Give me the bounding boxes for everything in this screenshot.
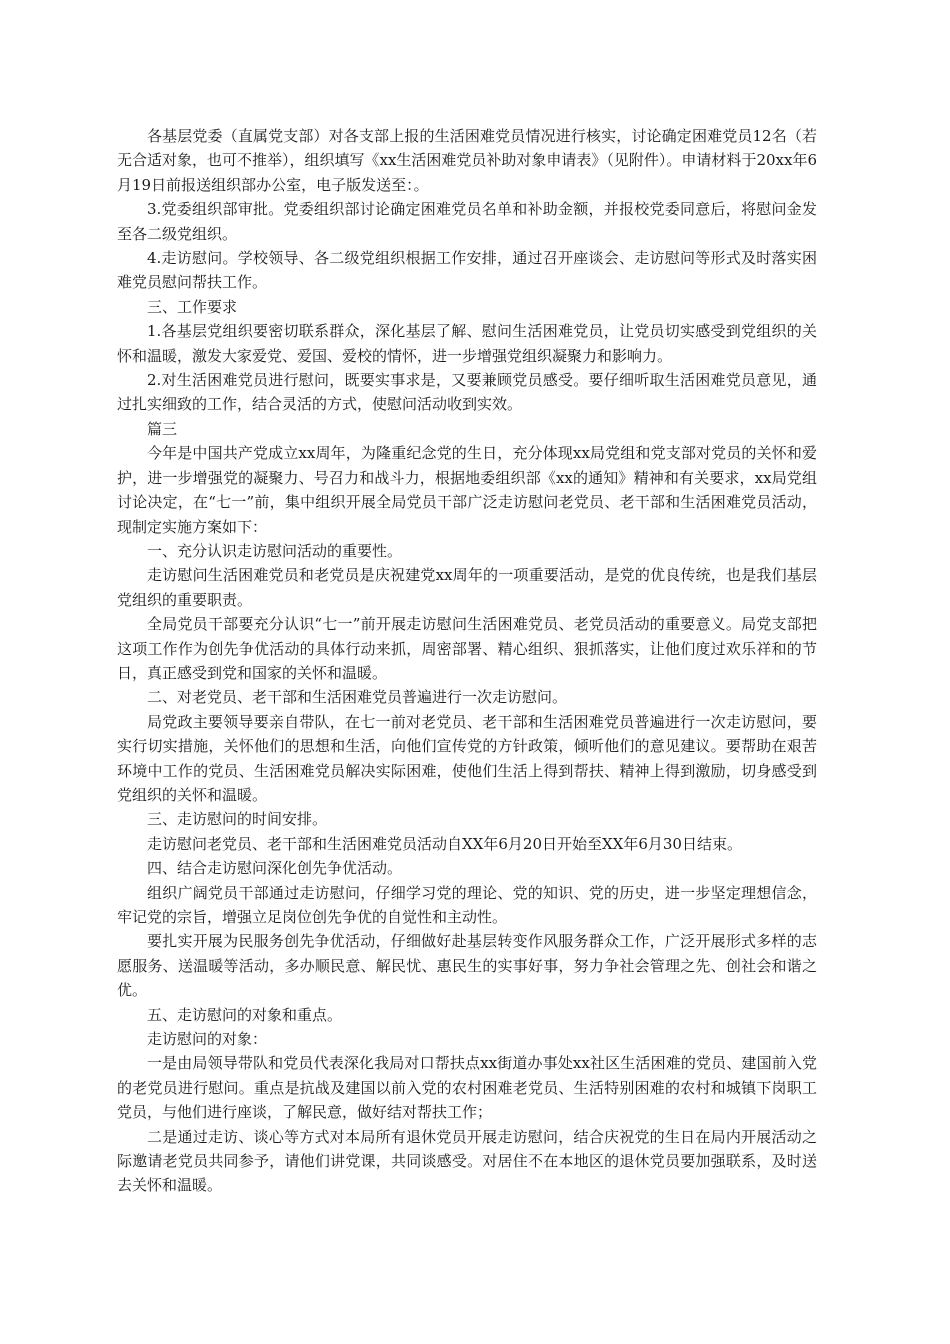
- section-heading: 三、走访慰问的时间安排。: [147, 810, 328, 829]
- paragraph: 组织广阔党员干部通过走访慰问，仔细学习党的理论、党的知识、党的历史，进一步坚定理想信念，牢记党的宗旨，增强立足岗位创先争优的自觉性和主动性。: [117, 883, 817, 926]
- paragraph: 走访慰问生活困难党员和老党员是庆祝建党xx周年的一项重要活动，是党的优良传统，也是我们基层党组织的重要职责。: [117, 566, 817, 609]
- paragraph: 2.对生活困难党员进行慰问，既要实事求是，又要兼顾党员感受。要仔细听取生活困难党员意见，通过扎实细致的工作，结合灵活的方式，使慰问活动收到实效。: [117, 371, 817, 414]
- paragraph: 走访慰问老党员、老干部和生活困难党员活动自XX年6月20日开始至XX年6月30日结束。: [147, 834, 742, 853]
- section-heading: 四、结合走访慰问深化创先争优活动。: [147, 859, 403, 878]
- chapter-heading: 篇三: [147, 419, 178, 438]
- paragraph: 二是通过走访、谈心等方式对本局所有退休党员开展走访慰问，结合庆祝党的生日在局内开展活动之际邀请老党员共同参予，请他们讲党课，共同谈感受。对居住不在本地区的退休党员要加强联系，及时送去关怀和温暖。: [117, 1127, 817, 1195]
- section-heading: 三、工作要求: [147, 297, 238, 316]
- paragraph: 今年是中国共产党成立xx周年，为隆重纪念党的生日，充分体现xx局党组和党支部对党员的关怀和爱护，进一步增强党的凝聚力、号召力和战斗力，根据地委组织部《xx的通知》精神和有关要求，xx局党组讨论决定，在“七一”前，集中组织开展全局党员干部广泛走访慰问老党员、老干部和生活困难党员活动，现制定实施方案如下：: [117, 444, 817, 536]
- paragraph: 各基层党委（直属党支部）对各支部上报的生活困难党员情况进行核实，讨论确定困难党员12名（若无合适对象，也可不推举），组织填写《xx生活困难党员补助对象申请表》（见附件）。申请材料于20xx年6月19日前报送组织部办公室，电子版发送至：。: [117, 127, 817, 194]
- paragraph: 全局党员干部要充分认识“七一”前开展走访慰问生活困难党员、老党员活动的重要意义。局党支部把这项工作作为创先争优活动的具体行动来抓，周密部署、精心组织、狠抓落实，让他们度过欢乐祥和的节日，真正感受到党和国家的关怀和温暖。: [117, 615, 817, 682]
- section-heading: 二、对老党员、老干部和生活困难党员普遍进行一次走访慰问。: [147, 688, 568, 707]
- paragraph: 一是由局领导带队和党员代表深化我局对口帮扶点xx街道办事处xx社区生活困难的党员、建国前入党的老党员进行慰问。重点是抗战及建国以前入党的农村困难老党员、生活特别困难的农村和城镇下岗职工党员，与他们进行座谈，了解民意，做好结对帮扶工作；: [117, 1054, 817, 1122]
- paragraph: 1.各基层党组织要密切联系群众，深化基层了解、慰问生活困难党员，让党员切实感受到党组织的关怀和温暖，激发大家爱党、爱国、爱校的情怀，进一步增强党组织凝聚力和影响力。: [117, 322, 817, 365]
- paragraph: 走访慰问的对象：: [147, 1030, 268, 1049]
- paragraph: 局党政主要领导要亲自带队，在七一前对老党员、老干部和生活困难党员普遍进行一次走访慰问，要实行切实措施，关怀他们的思想和生活，向他们宣传党的方针政策，倾听他们的意见建议。要帮助在艰苦环境中工作的党员、生活困难党员解决实际困难，使他们生活上得到帮扶、精神上得到激励，切身感受到党组织的关怀和温暖。: [117, 712, 817, 804]
- section-heading: 五、走访慰问的对象和重点。: [147, 1005, 343, 1024]
- paragraph: 要扎实开展为民服务创先争优活动，仔细做好赴基层转变作风服务群众工作，广泛开展形式多样的志愿服务、送温暖等活动，多办顺民意、解民忧、惠民生的实事好事，努力争社会管理之先、创社会和谐之优。: [117, 932, 817, 1000]
- paragraph: 4.走访慰问。学校领导、各二级党组织根据工作安排，通过召开座谈会、走访慰问等形式及时落实困难党员慰问帮扶工作。: [117, 249, 817, 292]
- paragraph: 3.党委组织部审批。党委组织部讨论确定困难党员名单和补助金额，并报校党委同意后，将慰问金发至各二级党组织。: [117, 200, 817, 243]
- section-heading: 一、充分认识走访慰问活动的重要性。: [147, 541, 403, 560]
- document-body: [117, 124, 817, 1198]
